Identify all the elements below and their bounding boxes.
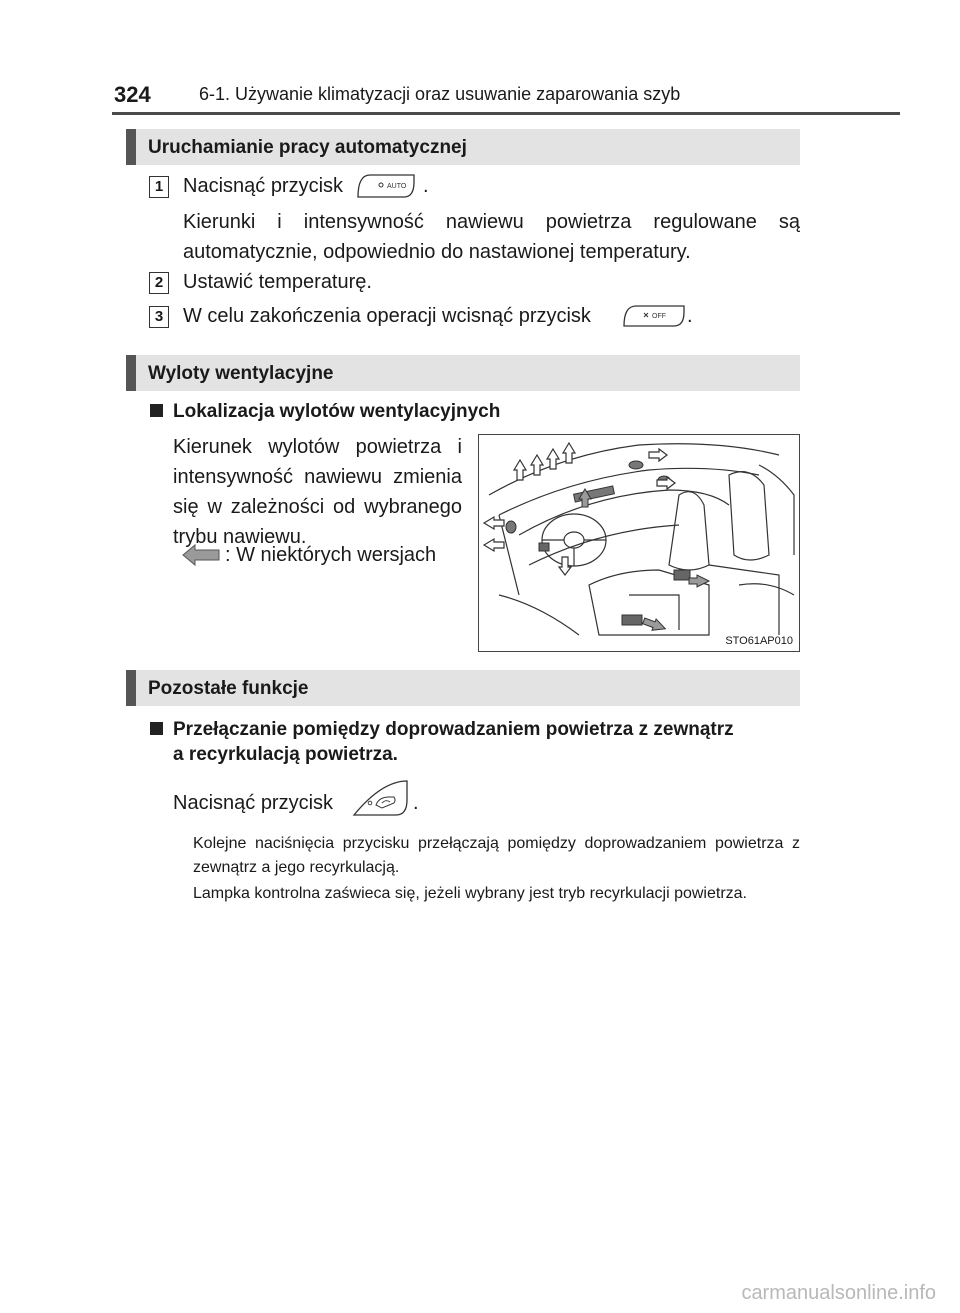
step-2-text: Ustawić temperaturę.: [183, 271, 372, 293]
section-heading-vents: [126, 355, 800, 391]
step-3-text: W celu zakończenia operacji wcisnąć przycisk: [183, 305, 591, 327]
step-number-3: 3: [149, 306, 169, 328]
subheading-text: Lokalizacja wylotów wentylacyjnych: [173, 401, 501, 422]
subheading-line-1: Przełączanie pomiędzy doprowadzaniem powietrza z zewnątrz: [173, 719, 734, 740]
section-title: Wyloty wentylacyjne: [148, 363, 334, 384]
square-bullet-icon: [150, 722, 163, 735]
recirculation-button-icon: [352, 778, 410, 818]
press-period: .: [413, 792, 419, 814]
vents-paragraph: Kierunek wylotów powietrza i intensywność nawiewu zmienia się w zależności od wybranego trybu nawiewu.: [173, 436, 462, 548]
press-text: Nacisnąć przycisk: [173, 792, 334, 814]
step-3-period: .: [687, 305, 693, 327]
chapter-title: 6-1. Używanie klimatyzacji oraz usuwanie zaparowania szyb: [199, 84, 681, 104]
off-button-icon: [622, 303, 686, 329]
off-button-label: OFF: [652, 313, 666, 320]
step-number-2: 2: [149, 272, 169, 294]
vent-location-figure: [478, 434, 800, 652]
figure-code: STO61AP010: [725, 635, 793, 647]
auto-button-label: AUTO: [387, 183, 407, 190]
section-heading-auto: [126, 129, 800, 165]
subheading-recirculation: [150, 716, 800, 744]
step-number-1: 1: [149, 176, 169, 198]
header-divider: [112, 112, 900, 115]
step-1-text: [183, 171, 343, 201]
square-bullet-icon: [150, 404, 163, 417]
note-recirculation-toggle: Kolejne naciśnięcia przycisku przełączają pomiędzy doprowadzaniem powietrza z zewnątrz a jego recyrkulacją.: [193, 835, 800, 876]
footer-watermark: carmanualsonline.info: [741, 1282, 936, 1304]
step-1-label: Nacisnąć przycisk: [183, 175, 344, 197]
section-heading-other: [126, 670, 800, 706]
section-title: Uruchamianie pracy automatycznej: [148, 137, 467, 158]
section-title: Pozostałe funkcje: [148, 678, 309, 699]
legend-text: : W niektórych wersjach: [225, 544, 437, 566]
step-1-description: Kierunki i intensywność nawiewu powietrza regulowane są automatycznie, odpowiednio do nastawionej temperatury.: [183, 211, 800, 263]
subheading-line-2: a recyrkulacją powietrza.: [173, 744, 398, 765]
auto-button-icon: [356, 172, 416, 200]
subheading-vent-location: [150, 401, 500, 423]
step-1-period: .: [423, 175, 429, 197]
note-indicator-light: Lampka kontrolna zaświeca się, jeżeli wybrany jest tryb recyrkulacji powietrza.: [193, 885, 747, 902]
page-number: 324: [114, 82, 151, 107]
car-interior-illustration: [479, 435, 799, 651]
grey-arrow-legend-icon: [181, 543, 221, 567]
